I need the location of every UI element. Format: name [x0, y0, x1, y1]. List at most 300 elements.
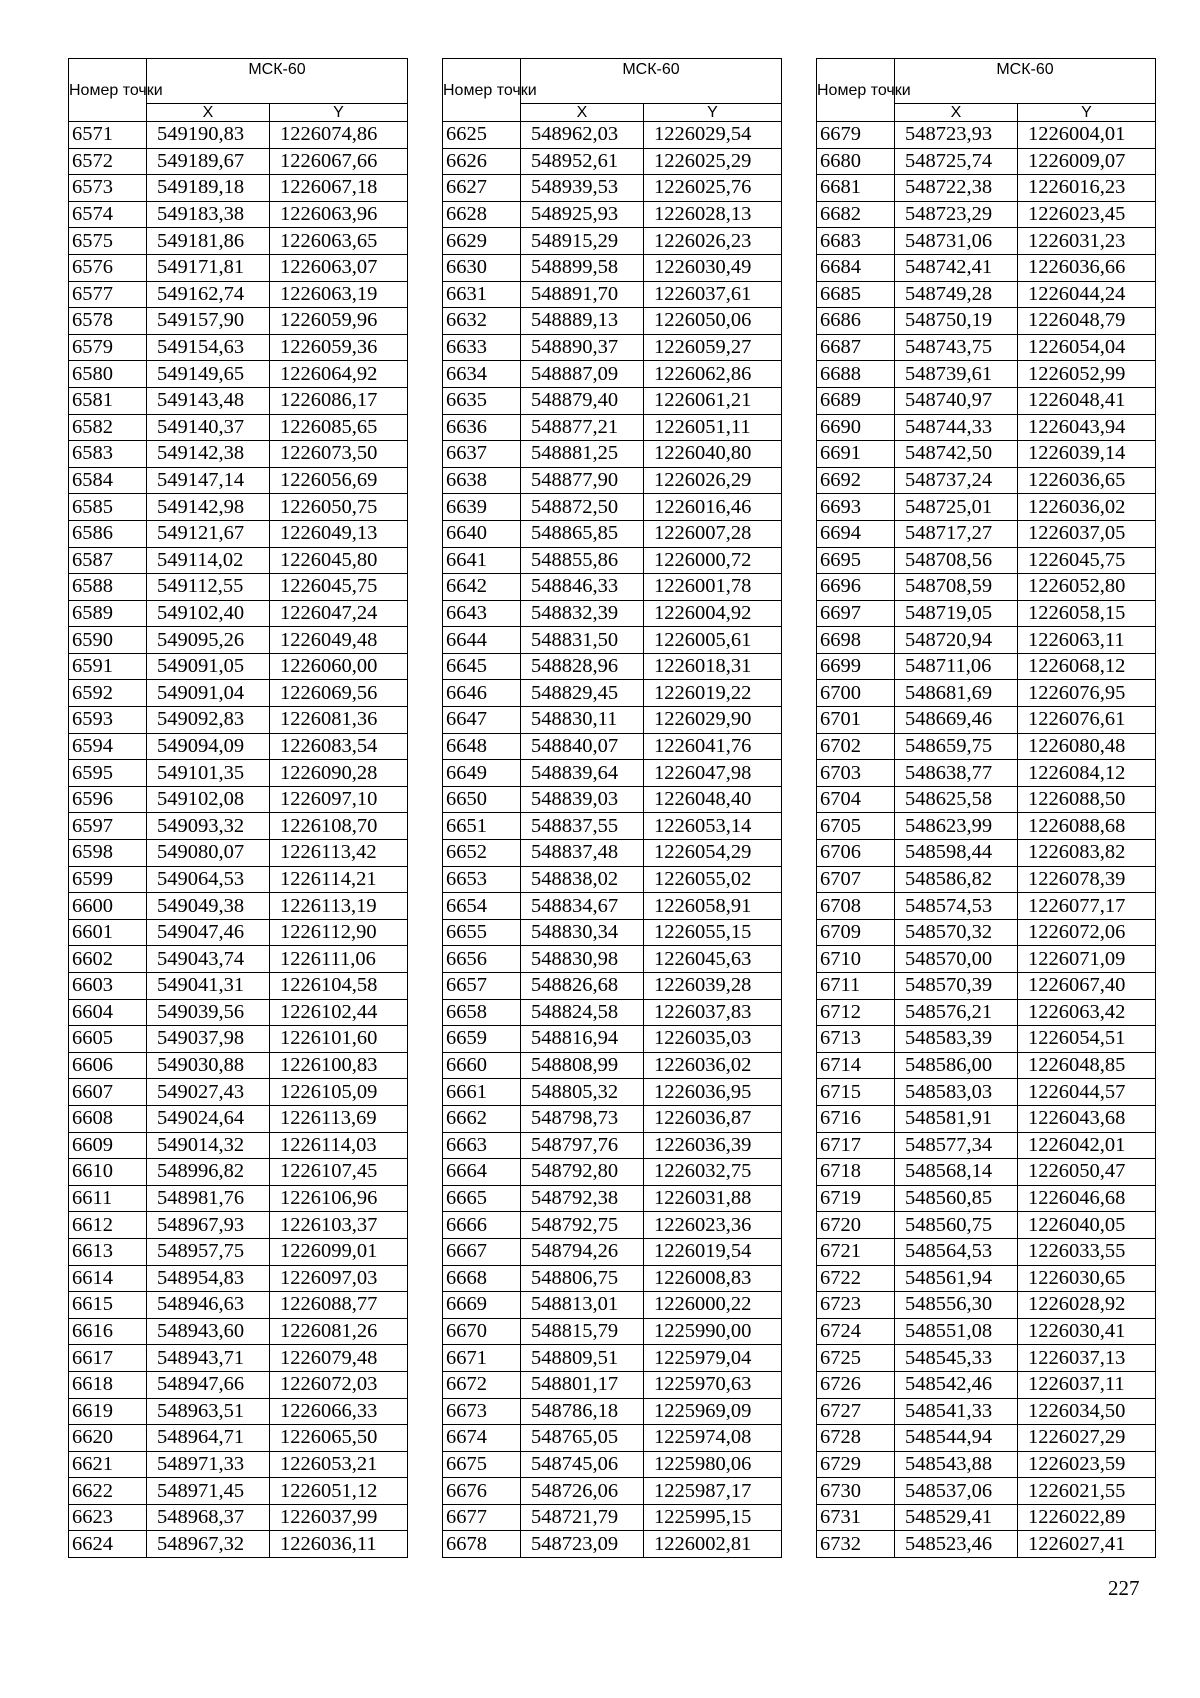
table-row [69, 1159, 408, 1186]
point-number-cell: 6675 [443, 1451, 521, 1478]
x-coordinate-cell: 548570,39 [895, 973, 1018, 1000]
x-coordinate-cell: 548855,86 [521, 547, 644, 574]
y-coordinate-cell: 1226059,36 [270, 334, 408, 361]
y-coordinate-cell: 1226097,03 [270, 1265, 408, 1292]
table-row [69, 999, 408, 1026]
point-number-cell: 6717 [817, 1132, 895, 1159]
table-row [443, 334, 782, 361]
table-row [443, 1531, 782, 1558]
point-number-cell: 6697 [817, 600, 895, 627]
table-row [69, 760, 408, 787]
point-number-cell: 6705 [817, 813, 895, 840]
point-number-cell: 6615 [69, 1292, 147, 1319]
x-coordinate-cell: 548830,98 [521, 946, 644, 973]
point-number-cell: 6583 [69, 441, 147, 468]
table-row [443, 1425, 782, 1452]
y-coordinate-cell: 1225980,06 [644, 1451, 782, 1478]
table-row [817, 1052, 1156, 1079]
y-coordinate-cell: 1226002,81 [644, 1531, 782, 1558]
point-number-cell: 6669 [443, 1292, 521, 1319]
y-coordinate-cell: 1226031,88 [644, 1185, 782, 1212]
point-number-cell: 6651 [443, 813, 521, 840]
y-coordinate-cell: 1226036,87 [644, 1105, 782, 1132]
y-coordinate-cell: 1226111,06 [270, 946, 408, 973]
point-number-header: Номер точки [443, 59, 521, 122]
x-coordinate-cell: 548564,53 [895, 1238, 1018, 1265]
y-coordinate-cell: 1226023,45 [1018, 201, 1156, 228]
coordinate-table [442, 58, 782, 1558]
x-coordinate-cell: 549092,83 [147, 707, 270, 734]
table-row [817, 946, 1156, 973]
table-row [443, 1132, 782, 1159]
table-row [443, 1451, 782, 1478]
y-coordinate-cell: 1226028,92 [1018, 1292, 1156, 1319]
x-coordinate-cell: 548745,06 [521, 1451, 644, 1478]
point-number-cell: 6590 [69, 627, 147, 654]
point-number-cell: 6597 [69, 813, 147, 840]
y-coordinate-cell: 1226058,91 [644, 893, 782, 920]
point-number-cell: 6681 [817, 175, 895, 202]
x-coordinate-cell: 548925,93 [521, 201, 644, 228]
y-coordinate-cell: 1226005,61 [644, 627, 782, 654]
x-coordinate-cell: 548792,38 [521, 1185, 644, 1212]
table-row [817, 999, 1156, 1026]
point-number-cell: 6655 [443, 919, 521, 946]
x-coordinate-cell: 548808,99 [521, 1052, 644, 1079]
x-coordinate-cell: 549121,67 [147, 520, 270, 547]
x-coordinate-cell: 549027,43 [147, 1079, 270, 1106]
point-number-cell: 6654 [443, 893, 521, 920]
y-coordinate-cell: 1226025,29 [644, 148, 782, 175]
x-coordinate-cell: 549114,02 [147, 547, 270, 574]
point-number-cell: 6642 [443, 574, 521, 601]
table-row [69, 1398, 408, 1425]
point-number-cell: 6607 [69, 1079, 147, 1106]
table-row [69, 520, 408, 547]
y-coordinate-cell: 1226063,42 [1018, 999, 1156, 1026]
point-number-cell: 6732 [817, 1531, 895, 1558]
x-coordinate-cell: 548725,01 [895, 494, 1018, 521]
x-coordinate-cell: 549149,65 [147, 361, 270, 388]
table-row [817, 1478, 1156, 1505]
y-coordinate-cell: 1226037,05 [1018, 520, 1156, 547]
table-row [443, 1212, 782, 1239]
point-number-cell: 6605 [69, 1026, 147, 1053]
x-coordinate-cell: 548681,69 [895, 680, 1018, 707]
y-coordinate-cell: 1226041,76 [644, 733, 782, 760]
point-number-cell: 6598 [69, 840, 147, 867]
table-row [817, 1345, 1156, 1372]
point-number-cell: 6686 [817, 308, 895, 335]
point-number-cell: 6584 [69, 467, 147, 494]
table-row [69, 494, 408, 521]
table-row [69, 281, 408, 308]
table-row [69, 1425, 408, 1452]
y-header: Y [1018, 104, 1156, 122]
table-row [69, 1292, 408, 1319]
table-row [817, 1531, 1156, 1558]
x-coordinate-cell: 548971,45 [147, 1478, 270, 1505]
table-row [443, 1478, 782, 1505]
point-number-cell: 6708 [817, 893, 895, 920]
table-row [443, 1398, 782, 1425]
x-coordinate-cell: 549024,64 [147, 1105, 270, 1132]
point-number-cell: 6635 [443, 387, 521, 414]
table-row [817, 1504, 1156, 1531]
x-coordinate-cell: 548837,48 [521, 840, 644, 867]
coordinate-table [68, 58, 408, 1558]
point-number-cell: 6673 [443, 1398, 521, 1425]
x-coordinate-cell: 548832,39 [521, 600, 644, 627]
x-coordinate-cell: 548837,55 [521, 813, 644, 840]
y-coordinate-cell: 1226037,99 [270, 1504, 408, 1531]
y-coordinate-cell: 1226043,68 [1018, 1105, 1156, 1132]
y-coordinate-cell: 1226048,40 [644, 786, 782, 813]
point-number-cell: 6639 [443, 494, 521, 521]
point-number-cell: 6656 [443, 946, 521, 973]
page-number: 227 [1108, 1576, 1140, 1600]
x-coordinate-cell: 548722,38 [895, 175, 1018, 202]
table-row [817, 1159, 1156, 1186]
point-number-cell: 6594 [69, 733, 147, 760]
point-number-cell: 6728 [817, 1425, 895, 1452]
x-coordinate-cell: 549142,38 [147, 441, 270, 468]
x-coordinate-cell: 548723,29 [895, 201, 1018, 228]
point-number-cell: 6648 [443, 733, 521, 760]
point-number-cell: 6688 [817, 361, 895, 388]
y-coordinate-cell: 1226023,36 [644, 1212, 782, 1239]
table-row [69, 148, 408, 175]
point-number-cell: 6652 [443, 840, 521, 867]
x-coordinate-cell: 549091,05 [147, 653, 270, 680]
x-coordinate-cell: 548743,75 [895, 334, 1018, 361]
x-coordinate-cell: 548721,79 [521, 1504, 644, 1531]
table-row [69, 973, 408, 1000]
x-coordinate-cell: 548899,58 [521, 254, 644, 281]
y-coordinate-cell: 1226037,61 [644, 281, 782, 308]
y-coordinate-cell: 1226039,14 [1018, 441, 1156, 468]
point-number-cell: 6571 [69, 122, 147, 149]
x-coordinate-cell: 548542,46 [895, 1371, 1018, 1398]
y-coordinate-cell: 1226074,86 [270, 122, 408, 149]
x-header: X [895, 104, 1018, 122]
table-row [817, 840, 1156, 867]
table-row [443, 973, 782, 1000]
y-coordinate-cell: 1226043,94 [1018, 414, 1156, 441]
y-coordinate-cell: 1226054,04 [1018, 334, 1156, 361]
x-coordinate-cell: 548891,70 [521, 281, 644, 308]
point-number-cell: 6604 [69, 999, 147, 1026]
y-coordinate-cell: 1226080,48 [1018, 733, 1156, 760]
table-row [69, 1531, 408, 1558]
y-coordinate-cell: 1226031,23 [1018, 228, 1156, 255]
point-number-cell: 6690 [817, 414, 895, 441]
point-number-cell: 6650 [443, 786, 521, 813]
x-coordinate-cell: 548638,77 [895, 760, 1018, 787]
x-coordinate-cell: 548996,82 [147, 1159, 270, 1186]
point-number-cell: 6668 [443, 1265, 521, 1292]
y-coordinate-cell: 1226054,51 [1018, 1026, 1156, 1053]
point-number-cell: 6637 [443, 441, 521, 468]
table-row [817, 1425, 1156, 1452]
y-coordinate-cell: 1226045,80 [270, 547, 408, 574]
table-row [817, 494, 1156, 521]
point-number-cell: 6665 [443, 1185, 521, 1212]
point-number-cell: 6589 [69, 600, 147, 627]
x-coordinate-cell: 548947,66 [147, 1371, 270, 1398]
point-number-cell: 6619 [69, 1398, 147, 1425]
y-coordinate-cell: 1226106,96 [270, 1185, 408, 1212]
y-coordinate-cell: 1226103,37 [270, 1212, 408, 1239]
point-number-cell: 6599 [69, 866, 147, 893]
table-row [817, 760, 1156, 787]
y-coordinate-cell: 1226044,57 [1018, 1079, 1156, 1106]
y-coordinate-cell: 1226047,98 [644, 760, 782, 787]
y-coordinate-cell: 1226081,26 [270, 1318, 408, 1345]
y-coordinate-cell: 1226063,65 [270, 228, 408, 255]
y-coordinate-cell: 1226045,63 [644, 946, 782, 973]
table-row [443, 1159, 782, 1186]
point-number-cell: 6576 [69, 254, 147, 281]
table-row [817, 1318, 1156, 1345]
x-coordinate-cell: 548801,17 [521, 1371, 644, 1398]
table-row [443, 733, 782, 760]
point-number-cell: 6721 [817, 1238, 895, 1265]
point-number-cell: 6636 [443, 414, 521, 441]
point-number-cell: 6679 [817, 122, 895, 149]
x-coordinate-cell: 549043,74 [147, 946, 270, 973]
table-row [443, 1052, 782, 1079]
point-number-cell: 6695 [817, 547, 895, 574]
y-coordinate-cell: 1226088,77 [270, 1292, 408, 1319]
table-row [817, 387, 1156, 414]
table-row [817, 1105, 1156, 1132]
point-number-cell: 6712 [817, 999, 895, 1026]
x-coordinate-cell: 548805,32 [521, 1079, 644, 1106]
y-coordinate-cell: 1226077,17 [1018, 893, 1156, 920]
y-coordinate-cell: 1226004,92 [644, 600, 782, 627]
y-coordinate-cell: 1226040,05 [1018, 1212, 1156, 1239]
point-number-cell: 6633 [443, 334, 521, 361]
y-coordinate-cell: 1226028,13 [644, 201, 782, 228]
point-number-cell: 6640 [443, 520, 521, 547]
y-coordinate-cell: 1226086,17 [270, 387, 408, 414]
x-coordinate-cell: 549154,63 [147, 334, 270, 361]
point-number-cell: 6701 [817, 707, 895, 734]
table-row [69, 600, 408, 627]
table-row [817, 680, 1156, 707]
y-coordinate-cell: 1226069,56 [270, 680, 408, 707]
table-row [69, 840, 408, 867]
point-number-cell: 6720 [817, 1212, 895, 1239]
x-coordinate-cell: 548792,75 [521, 1212, 644, 1239]
y-coordinate-cell: 1226049,48 [270, 627, 408, 654]
y-coordinate-cell: 1226036,02 [644, 1052, 782, 1079]
x-coordinate-cell: 548838,02 [521, 866, 644, 893]
x-coordinate-cell: 548957,75 [147, 1238, 270, 1265]
y-coordinate-cell: 1226067,18 [270, 175, 408, 202]
point-number-cell: 6704 [817, 786, 895, 813]
y-coordinate-cell: 1226008,83 [644, 1265, 782, 1292]
y-coordinate-cell: 1226071,09 [1018, 946, 1156, 973]
point-number-cell: 6580 [69, 361, 147, 388]
x-coordinate-cell: 548967,32 [147, 1531, 270, 1558]
y-coordinate-cell: 1226051,12 [270, 1478, 408, 1505]
x-coordinate-cell: 548583,03 [895, 1079, 1018, 1106]
point-number-cell: 6677 [443, 1504, 521, 1531]
table-row [817, 893, 1156, 920]
x-coordinate-cell: 548725,74 [895, 148, 1018, 175]
x-coordinate-cell: 549091,04 [147, 680, 270, 707]
x-coordinate-cell: 548570,00 [895, 946, 1018, 973]
table-row [817, 308, 1156, 335]
table-row [443, 760, 782, 787]
y-coordinate-cell: 1226050,47 [1018, 1159, 1156, 1186]
table-row [817, 813, 1156, 840]
y-coordinate-cell: 1226072,06 [1018, 919, 1156, 946]
point-number-cell: 6602 [69, 946, 147, 973]
x-coordinate-cell: 548625,58 [895, 786, 1018, 813]
x-coordinate-cell: 548830,34 [521, 919, 644, 946]
point-number-cell: 6678 [443, 1531, 521, 1558]
table-row [817, 866, 1156, 893]
table-row [443, 1026, 782, 1053]
x-coordinate-cell: 548731,06 [895, 228, 1018, 255]
y-coordinate-cell: 1226066,33 [270, 1398, 408, 1425]
table-row [817, 1132, 1156, 1159]
x-coordinate-cell: 548576,21 [895, 999, 1018, 1026]
point-number-cell: 6593 [69, 707, 147, 734]
y-coordinate-cell: 1226007,28 [644, 520, 782, 547]
point-number-cell: 6696 [817, 574, 895, 601]
table-row [817, 574, 1156, 601]
coordinate-system-header: МСК-60 [147, 59, 408, 104]
y-coordinate-cell: 1226040,80 [644, 441, 782, 468]
point-number-cell: 6588 [69, 574, 147, 601]
point-number-cell: 6629 [443, 228, 521, 255]
point-number-cell: 6707 [817, 866, 895, 893]
table-row [443, 600, 782, 627]
table-row [817, 254, 1156, 281]
point-number-cell: 6726 [817, 1371, 895, 1398]
x-coordinate-cell: 548737,24 [895, 467, 1018, 494]
table-row [817, 1079, 1156, 1106]
y-coordinate-cell: 1226039,28 [644, 973, 782, 1000]
table-row [817, 148, 1156, 175]
table-row [817, 1292, 1156, 1319]
x-coordinate-cell: 549142,98 [147, 494, 270, 521]
y-coordinate-cell: 1226055,02 [644, 866, 782, 893]
table-row [69, 361, 408, 388]
x-coordinate-cell: 549181,86 [147, 228, 270, 255]
table-row [443, 1185, 782, 1212]
point-number-cell: 6719 [817, 1185, 895, 1212]
y-coordinate-cell: 1225970,63 [644, 1371, 782, 1398]
point-number-cell: 6646 [443, 680, 521, 707]
x-coordinate-cell: 548541,33 [895, 1398, 1018, 1425]
x-coordinate-cell: 549171,81 [147, 254, 270, 281]
y-coordinate-cell: 1226073,50 [270, 441, 408, 468]
table-row [69, 1052, 408, 1079]
table-row [69, 1132, 408, 1159]
table-row [69, 946, 408, 973]
table-row [817, 627, 1156, 654]
y-coordinate-cell: 1226026,29 [644, 467, 782, 494]
x-coordinate-cell: 548543,88 [895, 1451, 1018, 1478]
x-coordinate-cell: 548568,14 [895, 1159, 1018, 1186]
point-number-cell: 6706 [817, 840, 895, 867]
point-number-cell: 6659 [443, 1026, 521, 1053]
x-coordinate-cell: 549102,40 [147, 600, 270, 627]
table-row [443, 1292, 782, 1319]
table-row [443, 840, 782, 867]
y-coordinate-cell: 1226022,89 [1018, 1504, 1156, 1531]
point-number-cell: 6610 [69, 1159, 147, 1186]
y-coordinate-cell: 1226067,40 [1018, 973, 1156, 1000]
point-number-cell: 6581 [69, 387, 147, 414]
point-number-cell: 6667 [443, 1238, 521, 1265]
y-coordinate-cell: 1226100,83 [270, 1052, 408, 1079]
x-coordinate-cell: 548577,34 [895, 1132, 1018, 1159]
point-number-cell: 6621 [69, 1451, 147, 1478]
x-coordinate-cell: 548797,76 [521, 1132, 644, 1159]
x-coordinate-cell: 548954,83 [147, 1265, 270, 1292]
x-coordinate-cell: 549037,98 [147, 1026, 270, 1053]
point-number-cell: 6658 [443, 999, 521, 1026]
y-coordinate-cell: 1226063,07 [270, 254, 408, 281]
y-header: Y [644, 104, 782, 122]
table-row [69, 1478, 408, 1505]
x-coordinate-cell: 549157,90 [147, 308, 270, 335]
y-coordinate-cell: 1226064,92 [270, 361, 408, 388]
point-number-cell: 6684 [817, 254, 895, 281]
y-coordinate-cell: 1226104,58 [270, 973, 408, 1000]
y-coordinate-cell: 1226033,55 [1018, 1238, 1156, 1265]
point-number-cell: 6722 [817, 1265, 895, 1292]
x-coordinate-cell: 548813,01 [521, 1292, 644, 1319]
table-row [443, 414, 782, 441]
y-coordinate-cell: 1226065,50 [270, 1425, 408, 1452]
x-coordinate-cell: 548831,50 [521, 627, 644, 654]
table-row [69, 919, 408, 946]
table-row [69, 1212, 408, 1239]
point-number-cell: 6641 [443, 547, 521, 574]
point-number-cell: 6663 [443, 1132, 521, 1159]
x-coordinate-cell: 548545,33 [895, 1345, 1018, 1372]
y-coordinate-cell: 1226083,54 [270, 733, 408, 760]
y-coordinate-cell: 1226030,49 [644, 254, 782, 281]
table-row [69, 574, 408, 601]
y-coordinate-cell: 1225979,04 [644, 1345, 782, 1372]
x-coordinate-cell: 548887,09 [521, 361, 644, 388]
point-number-cell: 6671 [443, 1345, 521, 1372]
point-number-cell: 6730 [817, 1478, 895, 1505]
x-coordinate-cell: 548723,09 [521, 1531, 644, 1558]
y-coordinate-cell: 1226019,54 [644, 1238, 782, 1265]
table-row [817, 281, 1156, 308]
x-coordinate-cell: 548556,30 [895, 1292, 1018, 1319]
x-coordinate-cell: 548798,73 [521, 1105, 644, 1132]
x-coordinate-cell: 548586,00 [895, 1052, 1018, 1079]
point-number-cell: 6614 [69, 1265, 147, 1292]
point-number-cell: 6689 [817, 387, 895, 414]
x-coordinate-cell: 549047,46 [147, 919, 270, 946]
table-row [443, 441, 782, 468]
point-number-cell: 6691 [817, 441, 895, 468]
x-coordinate-cell: 548839,64 [521, 760, 644, 787]
point-number-cell: 6718 [817, 1159, 895, 1186]
x-coordinate-cell: 548824,58 [521, 999, 644, 1026]
